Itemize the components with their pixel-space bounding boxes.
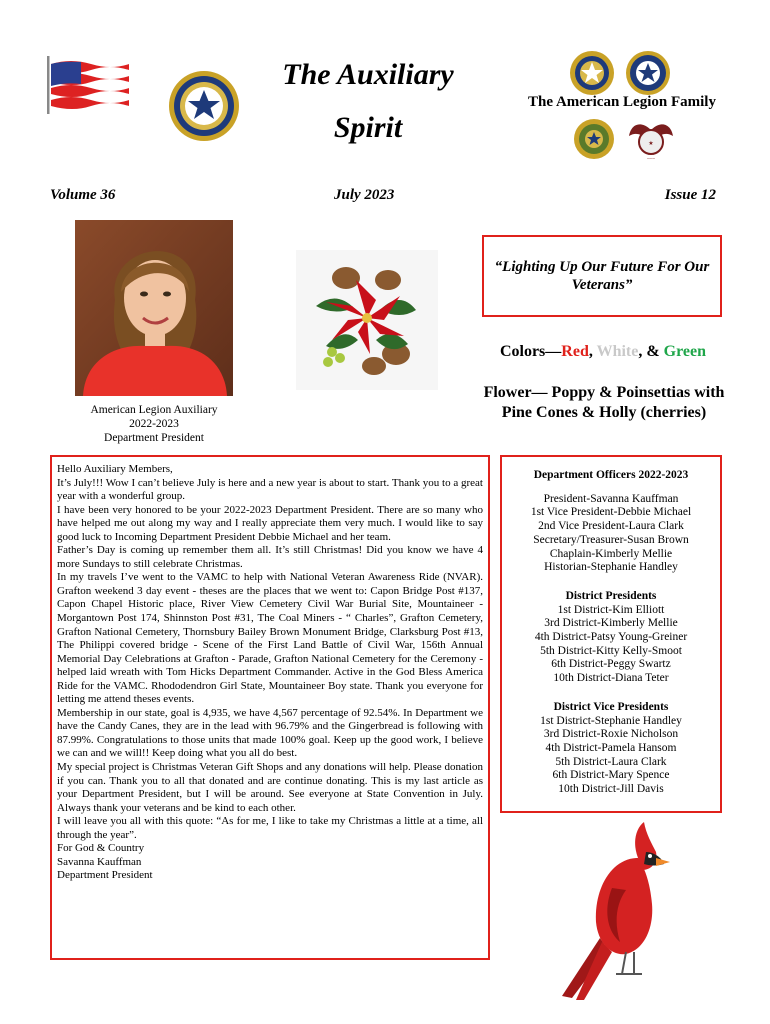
theme-quote-box bbox=[482, 235, 722, 317]
color-red: Red bbox=[561, 343, 589, 360]
district-president-item: 5th District-Kitty Kelly-Smoot bbox=[540, 644, 682, 657]
district-vice-presidents-heading: District Vice Presidents bbox=[553, 700, 669, 713]
volume-label: Volume 36 bbox=[50, 187, 116, 203]
letter-paragraph: I have been very honored to be your 2022-2023 Department President. There are so many who have helped me out along my way and I really appreciate them very much. I would like to say good luck to Incoming Department President Debbie Michael and her team. bbox=[57, 503, 483, 543]
district-vp-item: 10th District-Jill Davis bbox=[558, 783, 664, 796]
colors-prefix: Colors— bbox=[499, 343, 562, 360]
letter-paragraph: Membership in our state, goal is 4,935, we have 4,567 percentage of 92.54%. In Department we have the Candy Canes, they are in the lead with 96.79% and the Gingerbread is following with 87.99%. Congratulations to those units that made 100% goal. Keep up the good work, I believe we can and we will!! Keep doing what you all do best. bbox=[57, 706, 483, 760]
colors-sep2: , & bbox=[638, 343, 664, 360]
district-vp-item: 3rd District-Roxie Nicholson bbox=[543, 728, 679, 741]
letter-paragraph: My special project is Christmas Veteran Gift Shops and any donations will help. Please donation if you can. Thank you to all that donated and are continue donating. This is my last article as your Department President, but I will be around. See everyone at State Convention in July. Always thank your veterans and be kind to each other. bbox=[57, 761, 483, 814]
sons-emblem-icon bbox=[573, 118, 615, 160]
district-vp-item: 1st District-Stephanie Handley bbox=[540, 714, 682, 727]
photo-caption bbox=[70, 403, 238, 445]
officer-item: 1st Vice President-Debbie Michael bbox=[530, 506, 692, 519]
newsletter-title-line1: The Auxiliary bbox=[282, 58, 454, 91]
color-white: White bbox=[596, 343, 639, 360]
svg-text:★: ★ bbox=[648, 141, 654, 147]
district-president-item: 6th District-Peggy Swartz bbox=[551, 658, 671, 671]
legion-family-label: The American Legion Family bbox=[528, 94, 716, 110]
theme-flower: Flower— Poppy & Poinsettias with Pine Cones & Holly (cherries) bbox=[483, 384, 725, 421]
letter-signoff: For God & Country bbox=[57, 842, 145, 855]
letter-paragraph: It’s July!!! Wow I can’t believe July is here and a new year is about to start. Thank you to a great year with a wonderful group. bbox=[57, 476, 483, 503]
auxiliary-emblem-icon bbox=[625, 50, 671, 96]
district-vp-item: 6th District-Mary Spence bbox=[552, 769, 670, 782]
officer-item: Secretary/Treasurer-Susan Brown bbox=[533, 533, 689, 546]
auxiliary-emblem-icon bbox=[168, 70, 240, 142]
officer-item: President-Savanna Kauffman bbox=[543, 492, 679, 505]
photo-caption-line2: 2022-2023 bbox=[129, 418, 179, 430]
issue-number: Issue 12 bbox=[664, 187, 716, 203]
officer-item: Chaplain-Kimberly Mellie bbox=[549, 547, 673, 560]
district-president-item: 1st District-Kim Elliott bbox=[557, 603, 665, 616]
svg-text:~~~: ~~~ bbox=[646, 157, 656, 162]
theme-colors bbox=[483, 343, 723, 361]
us-flag-icon bbox=[47, 56, 129, 114]
issue-date: July 2023 bbox=[334, 187, 395, 203]
cardinal-icon bbox=[542, 818, 672, 1002]
letter-signature: Savanna Kauffman bbox=[57, 855, 142, 868]
department-president-photo bbox=[75, 220, 233, 396]
letter-paragraph: Hello Auxiliary Members, bbox=[57, 463, 173, 475]
officers-box bbox=[500, 455, 722, 813]
photo-caption-line1: American Legion Auxiliary bbox=[90, 404, 218, 416]
officer-item: 2nd Vice President-Laura Clark bbox=[538, 520, 684, 533]
district-vp-item: 5th District-Laura Clark bbox=[555, 755, 667, 768]
district-presidents-heading: District Presidents bbox=[565, 589, 657, 602]
riders-emblem-icon bbox=[627, 116, 675, 162]
newsletter-title-line2: Spirit bbox=[333, 111, 403, 144]
letter-paragraph: In my travels I’ve went to the VAMC to help with National Veteran Awareness Ride (NVAR). Grafton weekend 3 day event - theses are the places that we went to: Capon Bridge Post #137, Capon Chapel Historic place, River View Cemetery Civil War Burial Site, Mountaineer - Morgantown Post 174, Shinnston Post #31, The Coal Miners - “ Charles”, Grafton Cemetery, Grafton National Cemetery, Thornsbury Bailey Brown Monument Bridge, Clarksburg Post #13, The Philippi covered bridge - Scene of the First Land Battle of Civil War, 156th Annual Memorial Day Celebrations at Grafton - Parade, Grafton National Cemetery for the Ceremony - helped laid wreath with Tom Hicks Department Commander. Active in the God Bless America Ride for the VAMC. Rhododendron Girl State, Mountaineer Boy state. Thank you everyone for letting me attend theses events. bbox=[57, 571, 483, 706]
colors-sep1: , bbox=[588, 343, 597, 360]
district-president-item: 10th District-Diana Teter bbox=[553, 672, 669, 685]
district-president-item: 4th District-Patsy Young-Greiner bbox=[534, 631, 688, 644]
district-president-item: 3rd District-Kimberly Mellie bbox=[544, 617, 678, 630]
president-letter-box bbox=[50, 455, 490, 960]
poinsettia-icon bbox=[296, 250, 438, 390]
letter-paragraph: I will leave you all with this quote: “As for me, I like to take my Christmas a little at a time, all through the year”. bbox=[57, 815, 483, 841]
theme-quote: “Lighting Up Our Future For Our Veterans” bbox=[494, 259, 710, 293]
president-letter bbox=[57, 463, 483, 883]
officers-heading: Department Officers 2022-2023 bbox=[533, 469, 689, 481]
legion-emblem-icon bbox=[569, 50, 615, 96]
color-green: Green bbox=[663, 343, 707, 360]
photo-caption-line3: Department President bbox=[104, 432, 204, 444]
officer-item: Historian-Stephanie Handley bbox=[544, 561, 678, 574]
letter-paragraph: Father’s Day is coming up remember them all. It’s still Christmas! Did you know we have 4 more Sundays to still celebrate Christmas. bbox=[57, 544, 483, 570]
district-vp-item: 4th District-Pamela Hansom bbox=[545, 741, 677, 754]
letter-signature-title: Department President bbox=[57, 869, 153, 882]
